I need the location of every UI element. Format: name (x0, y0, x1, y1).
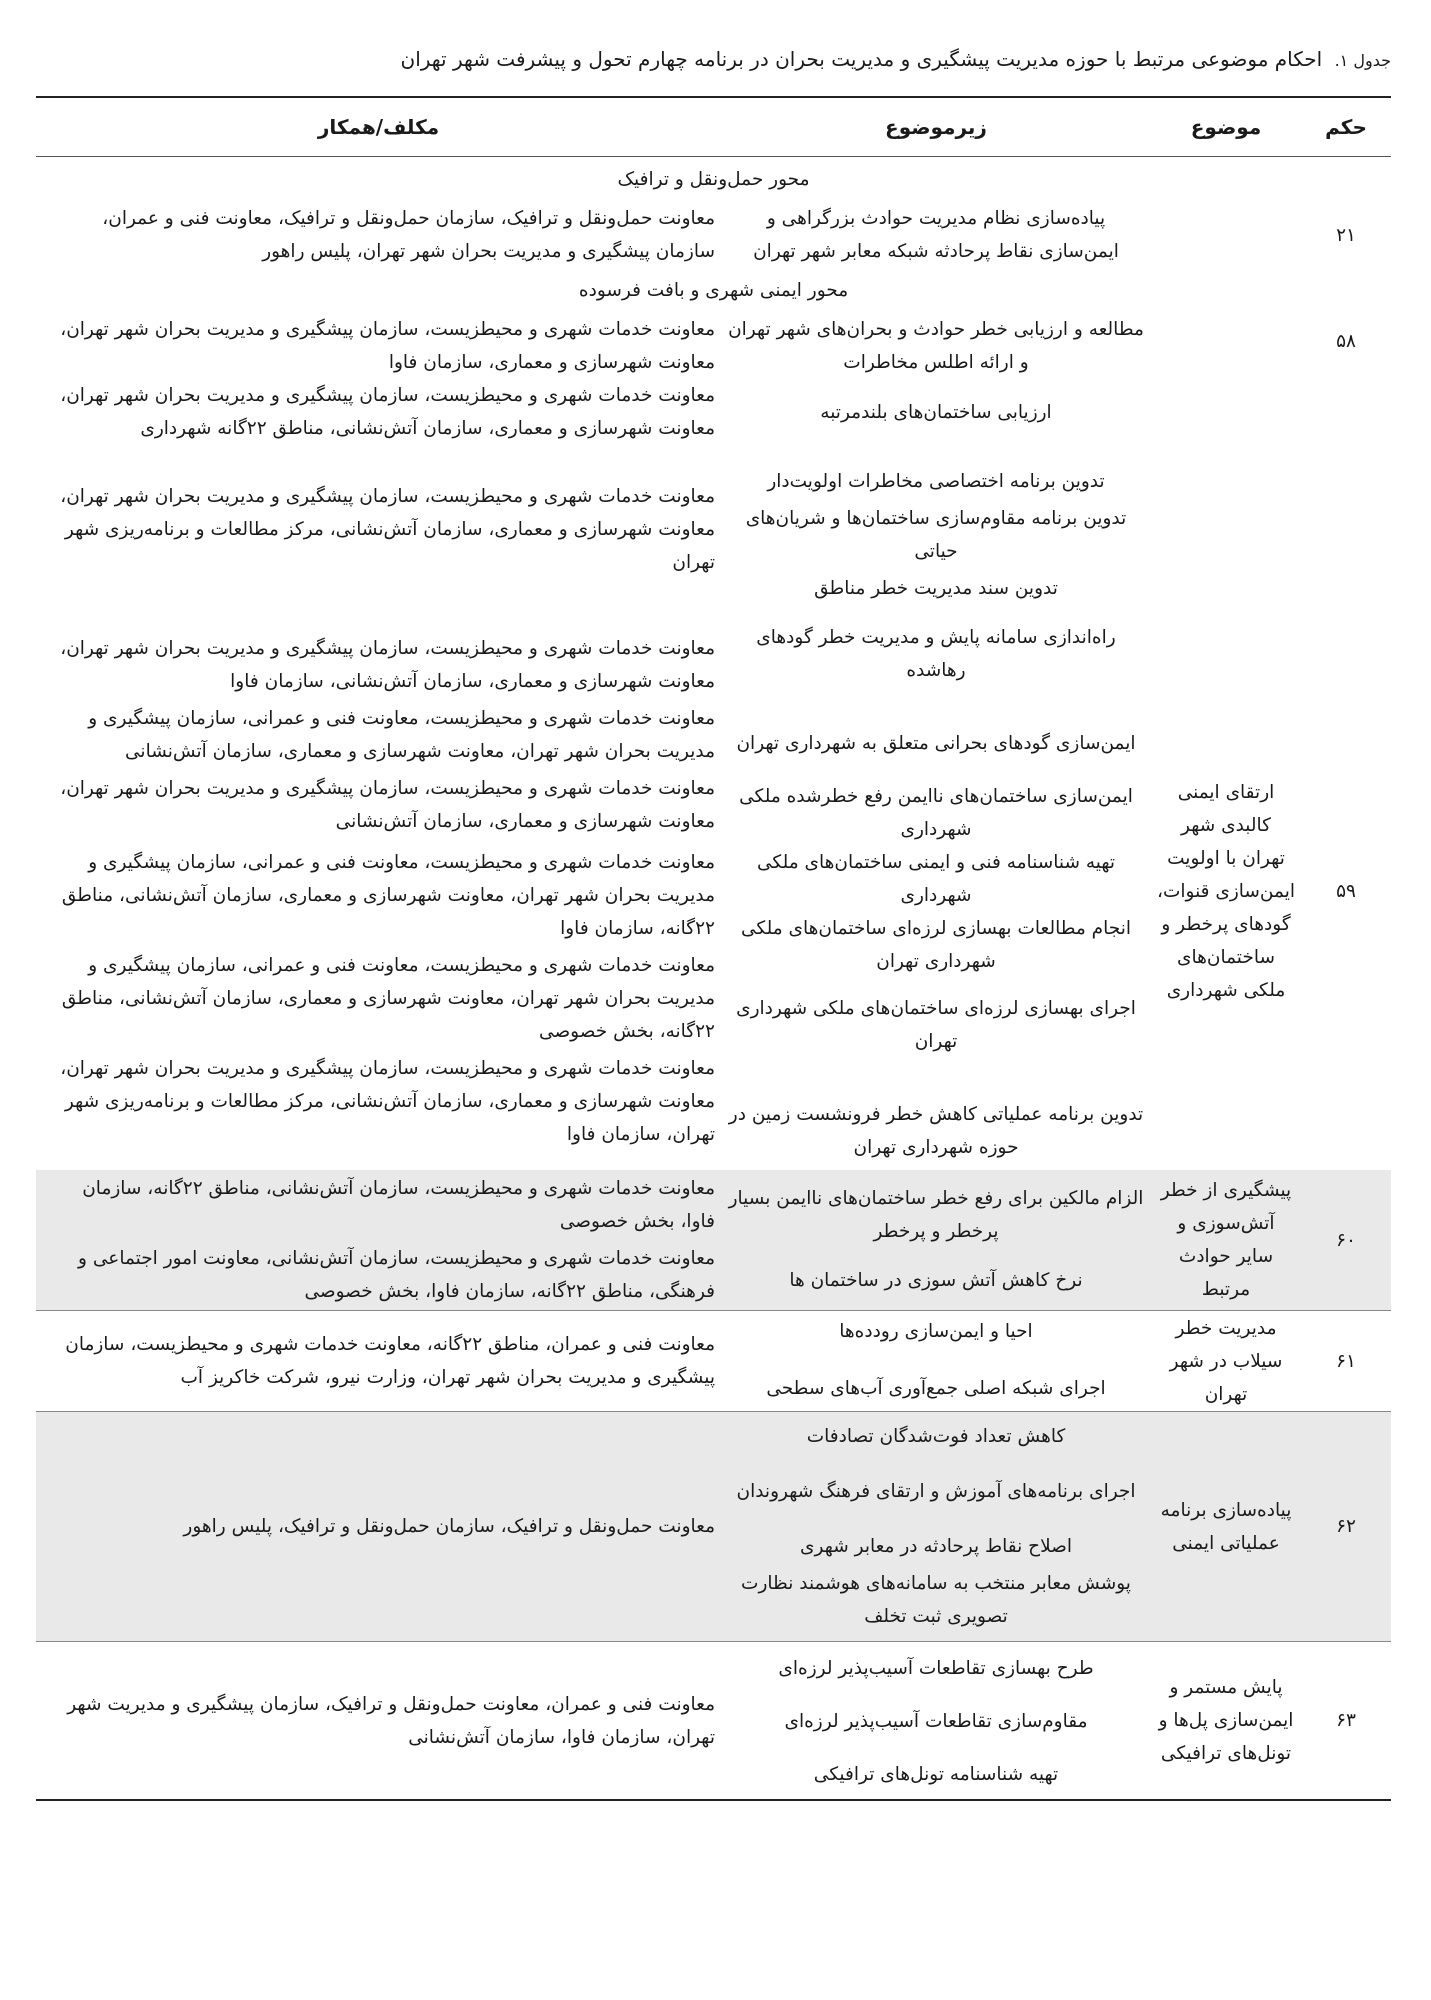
sub-62 (721, 1412, 1151, 1642)
sub-58-3a: تدوین برنامه اختصاصی مخاطرات اولویت‌دار (767, 471, 1105, 492)
hokm-61: ۶۱ (1301, 1311, 1391, 1412)
resp-59-6: معاونت خدمات شهری و محیطزیست، سازمان پیشگیری و مدیریت بحران شهر تهران، معاونت شهرسازی و معماری، سازمان آتش‌نشانی، مرکز مطالعات و برنامه‌ریزی شهر تهران، سازمان فاوا (60, 1058, 715, 1145)
sub-60 (721, 1170, 1151, 1311)
sub-60-1: الزام مالکین برای رفع خطر ساختمان‌های ناایمن بسیار پرخطر و پرخطر (728, 1187, 1144, 1242)
resp-59-5: معاونت خدمات شهری و محیطزیست، معاونت فنی و عمرانی، سازمان پیشگیری و مدیریت بحران شهر تهران، معاونت شهرسازی و معماری، سازمان آتش‌نشانی، مناطق ۲۲گانه، بخش خصوصی (61, 955, 715, 1042)
resp-58-1: معاونت خدمات شهری و محیطزیست، سازمان پیشگیری و مدیریت بحران شهر تهران، معاونت شهرسازی و معماری، سازمان فاوا (60, 319, 715, 373)
mozu-62: پیاده‌سازی برنامه عملیاتی ایمنی (1151, 1412, 1301, 1642)
mozu-60: پیشگیری از خطر آتش‌سوزی و سایر حوادث مرتبط (1151, 1170, 1301, 1311)
resp-59-3: معاونت خدمات شهری و محیطزیست، سازمان پیشگیری و مدیریت بحران شهر تهران، معاونت شهرسازی و معماری، سازمان آتش‌نشانی (60, 778, 715, 832)
mozu-21 (1151, 202, 1301, 268)
mozu-63: پایش مستمر و ایمن‌سازی پل‌ها و تونل‌های ترافیکی (1151, 1642, 1301, 1801)
sub-62-2: اجرای برنامه‌های آموزش و ارتقای فرهنگ شهروندان (736, 1481, 1136, 1502)
resp-58-2: معاونت خدمات شهری و محیطزیست، سازمان پیشگیری و مدیریت بحران شهر تهران، معاونت شهرسازی و معماری، سازمان آتش‌نشانی، مناطق ۲۲گانه شهرداری (60, 385, 715, 439)
sub-59-1: راه‌اندازی سامانه پایش و مدیریت خطر گودهای رهاشده (756, 627, 1116, 681)
resp-60 (36, 1170, 721, 1311)
table-row-21 (36, 202, 1391, 268)
table-row-58a (36, 313, 1391, 379)
hokm-63: ۶۳ (1301, 1642, 1391, 1801)
hokm-62: ۶۲ (1301, 1412, 1391, 1642)
sub-62-4: پوشش معابر منتخب به سامانه‌های هوشمند نظارت تصویری ثبت تخلف (741, 1573, 1131, 1627)
header-mozu: موضوع (1151, 97, 1301, 157)
sub-58-1: مطالعه و ارزیابی خطر حوادث و بحران‌های شهر تهران و ارائه اطلس مخاطرات (728, 319, 1144, 373)
table-caption (36, 44, 1391, 76)
table-row-60 (36, 1170, 1391, 1311)
axis-label-safety: محور ایمنی شهری و بافت فرسوده (578, 280, 849, 301)
sub-61 (721, 1311, 1151, 1412)
hokm-21: ۲۱ (1336, 224, 1356, 246)
sub-63-1: طرح بهسازی تقاطعات آسیب‌پذیر لرزه‌ای (778, 1658, 1094, 1679)
sub-59-5: انجام مطالعات بهسازی لرزه‌ای ساختمان‌های ملکی شهرداری تهران (741, 918, 1131, 972)
resp-58-3: معاونت خدمات شهری و محیطزیست، سازمان پیشگیری و مدیریت بحران شهر تهران، معاونت شهرسازی و معماری، سازمان آتش‌نشانی، مرکز مطالعات و برنامه‌ریزی شهر تهران (60, 485, 715, 573)
header-hokm: حکم (1301, 97, 1391, 157)
sub-61-2: اجرای شبکه اصلی جمع‌آوری آب‌های سطحی (766, 1378, 1106, 1399)
sub-59-2: ایمن‌سازی گودهای بحرانی متعلق به شهرداری تهران (736, 733, 1136, 754)
sub-59-7: تدوین برنامه عملیاتی کاهش خطر فرونشست زمین در حوزه شهرداری تهران (728, 1104, 1144, 1158)
table-title: احکام موضوعی مرتبط با حوزه مدیریت پیشگیری و مدیریت بحران در برنامه چهارم تحول و پیشرفت شهر تهران (400, 47, 1323, 71)
sub-62-1: کاهش تعداد فوت‌شدگان تصادفات (806, 1426, 1066, 1447)
resp-60-2: معاونت خدمات شهری و محیطزیست، سازمان آتش‌نشانی، معاونت امور اجتماعی و فرهنگی، مناطق ۲۲گانه، سازمان فاوا، بخش خصوصی (78, 1248, 715, 1302)
header-zirmozu: زیرموضوع (721, 97, 1151, 157)
sub-58-3c: تدوین سند مدیریت خطر مناطق (814, 578, 1058, 599)
sub-63-2: مقاوم‌سازی تقاطعات آسیب‌پذیر لرزه‌ای (784, 1711, 1088, 1732)
sub-62-3: اصلاح نقاط پرحادثه در معابر شهری (800, 1536, 1072, 1557)
mozu-58 (1151, 313, 1301, 613)
sub-60-2: نرخ کاهش آتش سوزی در ساختمان ها (789, 1269, 1083, 1291)
resp-61: معاونت فنی و عمران، مناطق ۲۲گانه، معاونت خدمات شهری و محیطزیست، سازمان پیشگیری و مدیریت بحران شهر تهران، وزارت نیرو، شرکت خاکریز آب (36, 1311, 721, 1412)
resp-63: معاونت فنی و عمران، معاونت حمل‌ونقل و ترافیک، سازمان پیشگیری و مدیریت شهر تهران، سازمان فاوا، سازمان آتش‌نشانی (36, 1642, 721, 1801)
resp-21: معاونت حمل‌ونقل و ترافیک، سازمان حمل‌ونقل و ترافیک، معاونت فنی و عمران، سازمان پیشگیری و مدیریت بحران شهر تهران، پلیس راهور (102, 208, 715, 262)
mozu-59: ارتقای ایمنی کالبدی شهر تهران با اولویت ایمن‌سازی قنوات، گودهای پرخطر و ساختمان‌های ملکی شهرداری (1156, 782, 1295, 1001)
table-row-59 (36, 613, 1391, 1170)
axis-row-safety (36, 268, 1391, 313)
sub-59-6: اجرای بهسازی لرزه‌ای ساختمان‌های ملکی شهرداری تهران (736, 998, 1136, 1052)
hokm-58: ۵۸ (1336, 331, 1356, 352)
sub-63 (721, 1642, 1151, 1801)
sub-59-3: ایمن‌سازی ساختمان‌های ناایمن رفع خطرشده ملکی شهرداری (739, 786, 1133, 840)
resp-62: معاونت حمل‌ونقل و ترافیک، سازمان حمل‌ونقل و ترافیک، پلیس راهور (36, 1412, 721, 1642)
sub-58-3b: تدوین برنامه مقاوم‌سازی ساختمان‌ها و شریان‌های حیاتی (745, 508, 1127, 562)
hokm-59: ۵۹ (1336, 881, 1356, 902)
table-row-62 (36, 1412, 1391, 1642)
resp-59-4: معاونت خدمات شهری و محیطزیست، معاونت فنی و عمرانی، سازمان پیشگیری و مدیریت بحران شهر تهران، معاونت شهرسازی و معماری، سازمان آتش‌نشانی، مناطق ۲۲گانه، سازمان فاوا (61, 852, 715, 939)
resp-59-1: معاونت خدمات شهری و محیطزیست، سازمان پیشگیری و مدیریت بحران شهر تهران، معاونت شهرسازی و معماری، سازمان آتش‌نشانی، سازمان فاوا (60, 638, 715, 692)
resp-59-2: معاونت خدمات شهری و محیطزیست، معاونت فنی و عمرانی، سازمان پیشگیری و مدیریت بحران شهر تهران، معاونت شهرسازی و معماری، سازمان آتش‌نشانی (88, 708, 715, 762)
header-responsible: مکلف/همکار (36, 97, 721, 157)
sub-58-2: ارزیابی ساختمان‌های بلندمرتبه (820, 401, 1052, 423)
table-row-61 (36, 1311, 1391, 1412)
mozu-61: مدیریت خطر سیلاب در شهر تهران (1151, 1311, 1301, 1412)
provisions-table (36, 96, 1391, 1801)
hokm-60: ۶۰ (1301, 1170, 1391, 1311)
resp-60-1: معاونت خدمات شهری و محیطزیست، سازمان آتش‌نشانی، مناطق ۲۲گانه، سازمان فاوا، بخش خصوصی (82, 1178, 715, 1232)
sub-61-1: احیا و ایمن‌سازی رودده‌ها (839, 1321, 1033, 1342)
sub-21: پیاده‌سازی نظام مدیریت حوادث بزرگراهی و ایمن‌سازی نقاط پرحادثه شبکه معابر شهر تهران (753, 208, 1119, 262)
sub-63-3: تهیه شناسنامه تونل‌های ترافیکی (813, 1764, 1059, 1785)
table-row-63 (36, 1642, 1391, 1801)
table-number: جدول ۱. (1334, 51, 1391, 70)
axis-label-transport: محور حمل‌ونقل و ترافیک (617, 169, 810, 190)
axis-row-transport (36, 157, 1391, 203)
resp-59 (36, 613, 721, 1170)
sub-59-4: تهیه شناسنامه فنی و ایمنی ساختمان‌های ملکی شهرداری (756, 852, 1116, 906)
table-header-row (36, 97, 1391, 157)
sub-58-3 (721, 445, 1151, 613)
sub-59 (721, 613, 1151, 1170)
